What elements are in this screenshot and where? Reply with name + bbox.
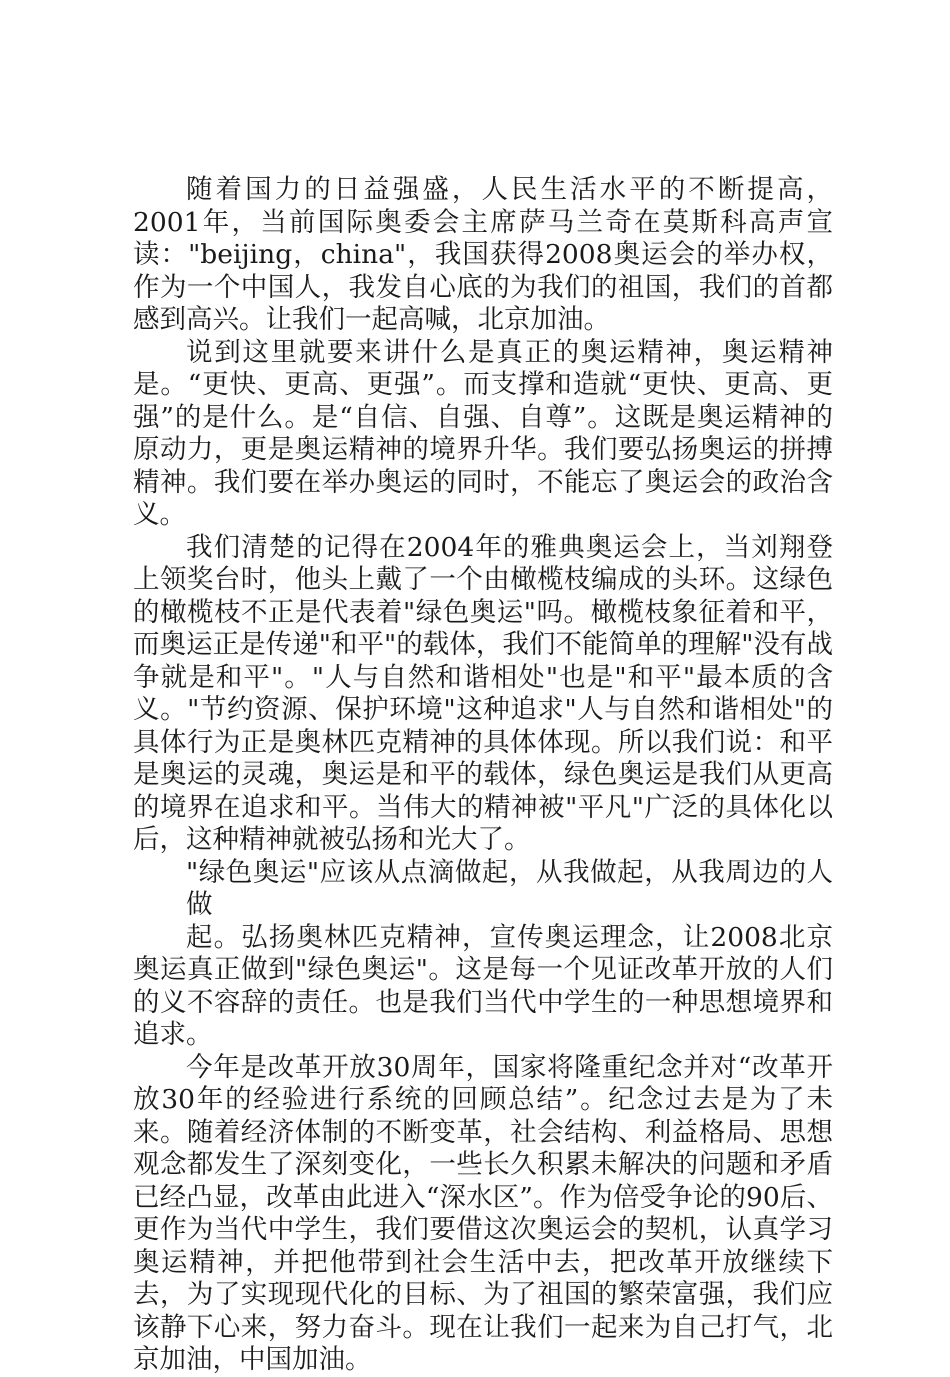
paragraph-5: 今年是改革开放30周年，国家将隆重纪念并对“改革开放30年的经验进行系统的回顾总结”。纪念过去是为了未来。随着经济体制的不断变革，社会结构、利益格局、思想观念都发生了深刻变化，一些长久积累未解决的问题和矛盾已经凸显，改革由此进入“深水区”。作为倍受争论的90后、更作为当代中学生，我们要借这次奥运会的契机，认真学习奥运精神，并把他带到社会生活中去，把改革开放继续下去，为了实现现代化的目标、为了祖国的繁荣富强，我们应该静下心来，努力奋斗。现在让我们一起来为自己打气，北京加油，中国加油。 xyxy=(133,1051,833,1375)
paragraph-3: 我们清楚的记得在2004年的雅典奥运会上，当刘翔登上领奖台时，他头上戴了一个由橄榄枝编成的头环。这绿色的橄榄枝不正是代表着"绿色奥运"吗。橄榄枝象征着和平，而奥运正是传递"和平"的载体，我们不能简单的理解"没有战争就是和平"。"人与自然和谐相处"也是"和平"最本质的含义。"节约资源、保护环境"这种追求"人与自然和谐相处"的具体行为正是奥林匹克精神的具体体现。所以我们说：和平是奥运的灵魂，奥运是和平的载体，绿色奥运是我们从更高的境界在追求和平。当伟大的精神被"平凡"广泛的具体化以后，这种精神就被弘扬和光大了。 xyxy=(133,531,833,855)
paragraph-4-rest: 起。弘扬奥林匹克精神，宣传奥运理念，让2008北京奥运真正做到"绿色奥运"。这是每一个见证改革开放的人们的义不容辞的责任。也是我们当代中学生的一种思想境界和追求。 xyxy=(133,921,833,1050)
document-body xyxy=(133,174,833,1377)
paragraph-4-first-line: "绿色奥运"应该从点滴做起，从我做起，从我周边的人做 xyxy=(186,856,833,920)
paragraph-2: 说到这里就要来讲什么是真正的奥运精神，奥运精神是。“更快、更高、更强”。而支撑和造就“更快、更高、更强”的是什么。是“自信、自强、自尊”。这既是奥运精神的原动力，更是奥运精神的境界升华。我们要弘扬奥运的拼搏精神。我们要在举办奥运的同时，不能忘了奥运会的政治含义。 xyxy=(133,336,833,530)
paragraph-4 xyxy=(133,857,833,1052)
paragraph-1: 随着国力的日益强盛，人民生活水平的不断提高，2001年，当前国际奥委会主席萨马兰奇在莫斯科高声宣读："beijing，china"，我国获得2008奥运会的举办权，作为一个中国人，我发自心底的为我们的祖国，我们的首都感到高兴。让我们一起高喊，北京加油。 xyxy=(133,174,833,335)
